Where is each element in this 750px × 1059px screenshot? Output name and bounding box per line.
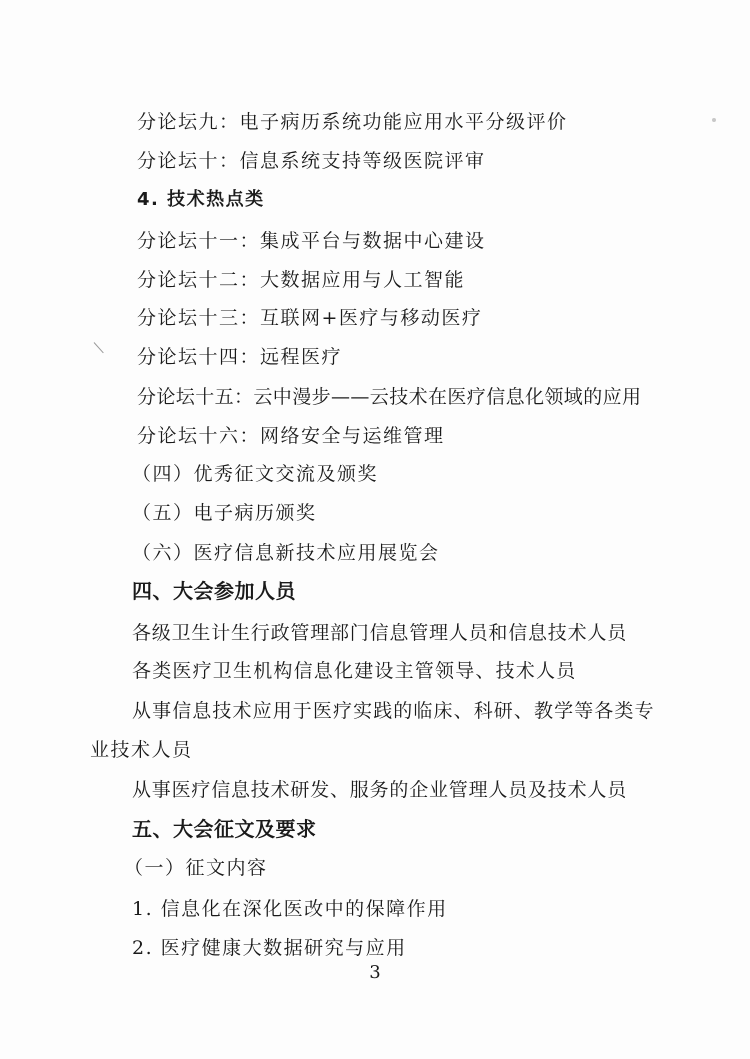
attendee-line-3: 从事信息技术应用于医疗实践的临床、科研、教学等各类专 xyxy=(132,700,655,722)
attendees-heading: 四、大会参加人员 xyxy=(132,579,296,603)
attendee-line-3-continued: 业技术人员 xyxy=(90,739,193,761)
scan-mark xyxy=(94,342,104,353)
tech-hotspot-heading: 4. 技术热点类 xyxy=(137,189,265,210)
scan-speck xyxy=(712,118,716,122)
paper-topic-2: 2. 医疗健康大数据研究与应用 xyxy=(132,937,407,959)
forum-16-line: 分论坛十六：网络安全与运维管理 xyxy=(137,425,445,447)
section-six-exhibition-line: （六）医疗信息新技术应用展览会 xyxy=(132,542,440,564)
attendee-line-2: 各类医疗卫生机构信息化建设主管领导、技术人员 xyxy=(132,660,577,682)
page-number: 3 xyxy=(369,962,381,983)
forum-12-line: 分论坛十二：大数据应用与人工智能 xyxy=(137,269,466,291)
forum-14-line: 分论坛十四：远程医疗 xyxy=(137,346,343,368)
attendee-line-4: 从事医疗信息技术研发、服务的企业管理人员及技术人员 xyxy=(132,779,628,801)
forum-11-line: 分论坛十一：集成平台与数据中心建设 xyxy=(137,230,486,252)
forum-9-line: 分论坛九：电子病历系统功能应用水平分级评价 xyxy=(137,111,568,133)
paper-content-subheading: （一）征文内容 xyxy=(124,857,268,879)
section-four-award-line: （四）优秀征文交流及颁奖 xyxy=(132,463,379,485)
forum-10-line: 分论坛十：信息系统支持等级医院评审 xyxy=(137,150,486,172)
forum-13-line: 分论坛十三：互联网+医疗与移动医疗 xyxy=(137,307,483,329)
attendee-line-1: 各级卫生计生行政管理部门信息管理人员和信息技术人员 xyxy=(132,622,628,644)
forum-15-line: 分论坛十五：云中漫步——云技术在医疗信息化领域的应用 xyxy=(137,386,642,408)
paper-topic-1: 1. 信息化在深化医改中的保障作用 xyxy=(132,898,448,920)
papers-heading: 五、大会征文及要求 xyxy=(132,817,317,841)
section-five-emr-award-line: （五）电子病历颁奖 xyxy=(132,502,317,524)
